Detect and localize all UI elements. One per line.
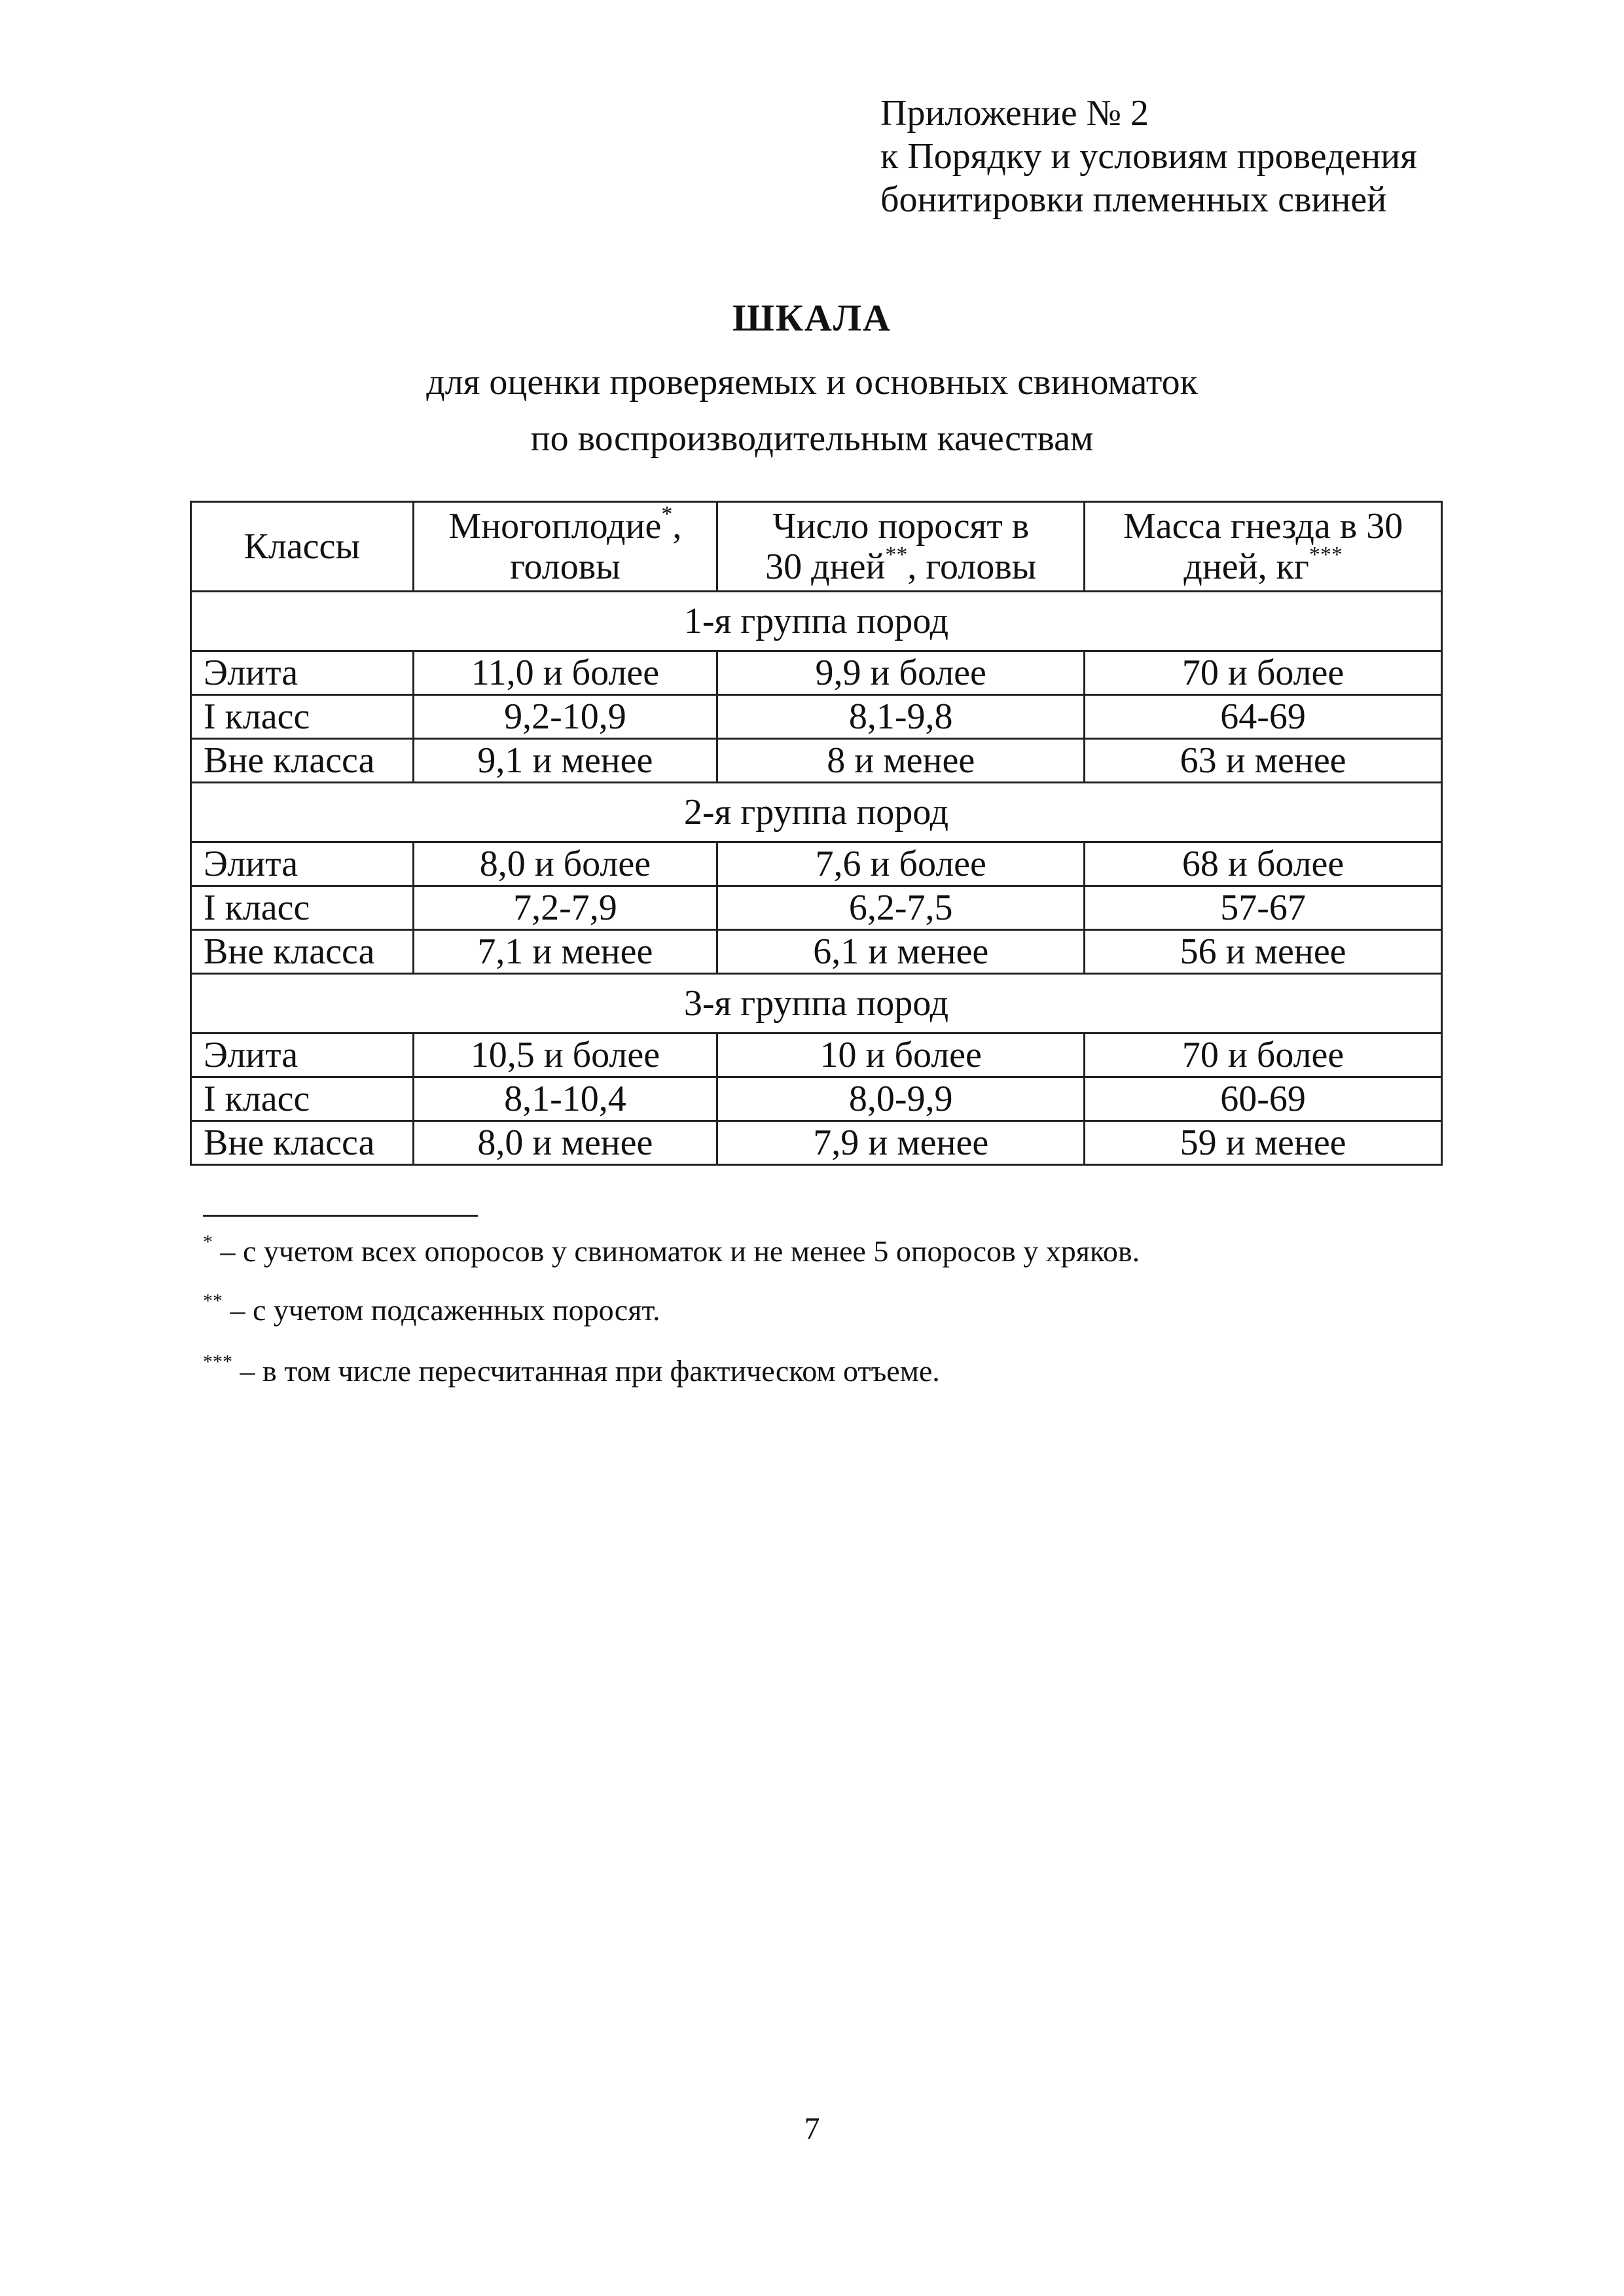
footnote-mark: **	[203, 1289, 223, 1312]
footnote-mark: *	[203, 1230, 213, 1253]
footnote-text: – с учетом всех опоросов у свиноматок и не менее 5 опоросов у хряков.	[213, 1234, 1140, 1268]
mass-cell: 60-69	[1085, 1077, 1442, 1121]
mass-cell: 59 и менее	[1085, 1121, 1442, 1165]
fertility-cell: 8,0 и менее	[413, 1121, 717, 1165]
group-title: 2-я группа пород	[191, 783, 1442, 842]
class-cell: I класс	[191, 1077, 414, 1121]
scale-table	[190, 501, 1443, 1166]
fertility-cell: 7,2-7,9	[413, 886, 717, 930]
table-row	[191, 695, 1442, 739]
table-row	[191, 1033, 1442, 1077]
fertility-cell: 11,0 и более	[413, 651, 717, 695]
page-number: 7	[804, 2111, 820, 2146]
mass-cell: 63 и менее	[1085, 739, 1442, 783]
fertility-cell: 7,1 и менее	[413, 930, 717, 974]
document-subtitle-line1: для оценки проверяемых и основных свиноматок	[426, 362, 1198, 403]
appendix-heading	[880, 92, 1417, 221]
piglets-cell: 6,2-7,5	[717, 886, 1085, 930]
class-cell: Вне класса	[191, 739, 414, 783]
mass-cell: 56 и менее	[1085, 930, 1442, 974]
class-cell: Элита	[191, 1033, 414, 1077]
appendix-number: Приложение № 2	[880, 93, 1149, 134]
footnote-divider	[203, 1215, 478, 1217]
group-row	[191, 783, 1442, 842]
piglets-cell: 7,9 и менее	[717, 1121, 1085, 1165]
table-row	[191, 930, 1442, 974]
header-piglets: Число поросят в 30 дней**, головы	[717, 502, 1085, 592]
piglets-cell: 9,9 и более	[717, 651, 1085, 695]
mass-cell: 64-69	[1085, 695, 1442, 739]
piglets-cell: 6,1 и менее	[717, 930, 1085, 974]
class-cell: Элита	[191, 842, 414, 886]
footnote-3	[203, 1350, 940, 1388]
class-cell: I класс	[191, 886, 414, 930]
fertility-cell: 10,5 и более	[413, 1033, 717, 1077]
mass-cell: 68 и более	[1085, 842, 1442, 886]
group-row	[191, 592, 1442, 651]
piglets-cell: 8,1-9,8	[717, 695, 1085, 739]
class-cell: I класс	[191, 695, 414, 739]
class-cell: Вне класса	[191, 930, 414, 974]
piglets-cell: 7,6 и более	[717, 842, 1085, 886]
piglets-cell: 8 и менее	[717, 739, 1085, 783]
class-cell: Элита	[191, 651, 414, 695]
footnote-text: – в том числе пересчитанная при фактическом отъеме.	[232, 1354, 940, 1388]
mass-cell: 70 и более	[1085, 1033, 1442, 1077]
footnote-mark: ***	[203, 1350, 232, 1372]
class-cell: Вне класса	[191, 1121, 414, 1165]
fertility-cell: 8,1-10,4	[413, 1077, 717, 1121]
document-subtitle-line2: по воспроизводительным качествам	[530, 418, 1094, 459]
footnote-1	[203, 1230, 1140, 1268]
piglets-cell: 10 и более	[717, 1033, 1085, 1077]
table-row	[191, 1077, 1442, 1121]
group-title: 3-я группа пород	[191, 974, 1442, 1033]
fertility-cell: 9,2-10,9	[413, 695, 717, 739]
group-title: 1-я группа пород	[191, 592, 1442, 651]
document-title: ШКАЛА	[732, 296, 892, 339]
header-classes: Классы	[191, 502, 414, 592]
piglets-cell: 8,0-9,9	[717, 1077, 1085, 1121]
footnote-text: – с учетом подсаженных поросят.	[223, 1293, 660, 1327]
table-row	[191, 739, 1442, 783]
group-row	[191, 974, 1442, 1033]
header-nest-mass: Масса гнезда в 30 дней, кг***	[1085, 502, 1442, 592]
table-row	[191, 1121, 1442, 1165]
footnote-2	[203, 1289, 660, 1327]
mass-cell: 70 и более	[1085, 651, 1442, 695]
table-row	[191, 886, 1442, 930]
table-row	[191, 842, 1442, 886]
header-fertility: Многоплодие*, головы	[413, 502, 717, 592]
mass-cell: 57-67	[1085, 886, 1442, 930]
table-row	[191, 651, 1442, 695]
fertility-cell: 8,0 и более	[413, 842, 717, 886]
fertility-cell: 9,1 и менее	[413, 739, 717, 783]
table-header-row	[191, 502, 1442, 592]
appendix-reference-line2: бонитировки племенных свиней	[880, 179, 1387, 220]
appendix-reference-line1: к Порядку и условиям проведения	[880, 136, 1417, 177]
